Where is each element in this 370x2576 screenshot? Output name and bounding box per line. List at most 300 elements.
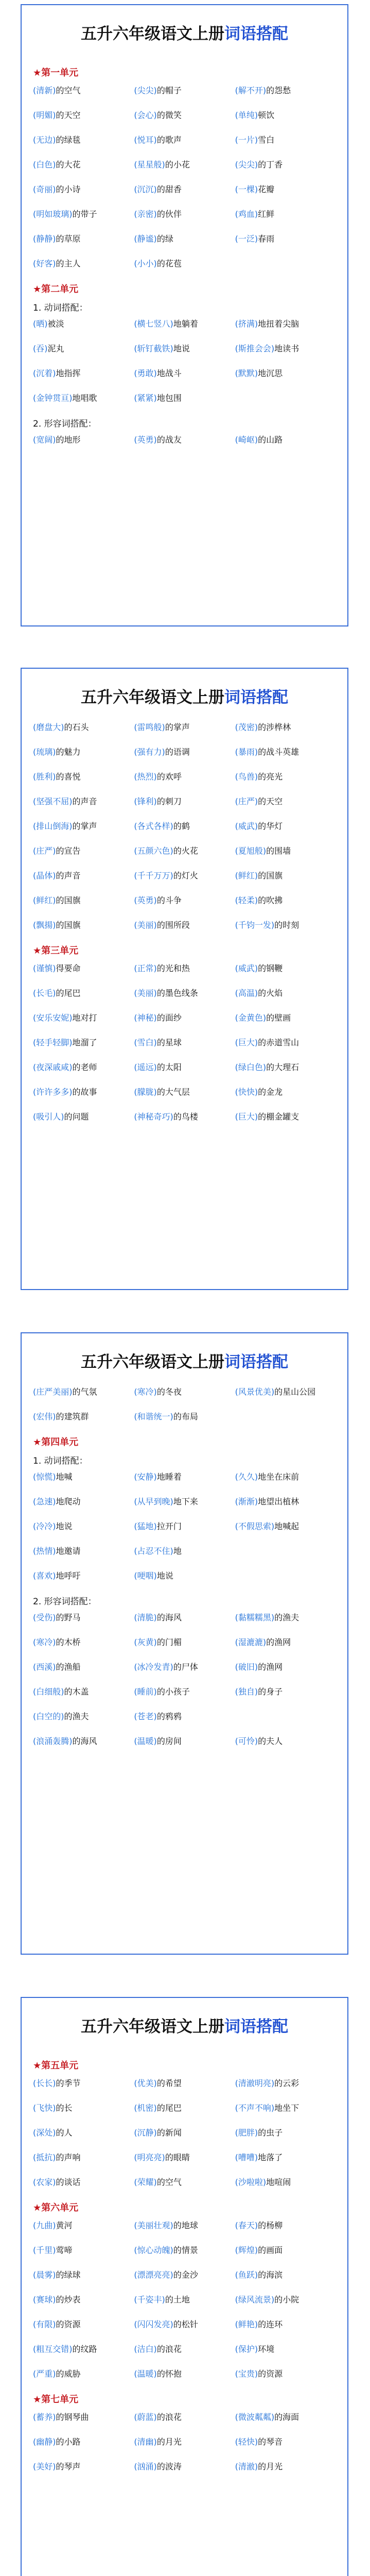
phrase-modifier: (久久)	[235, 1472, 258, 1482]
phrase-item	[33, 721, 134, 734]
phrase-modifier: (长长)	[33, 2078, 56, 2088]
phrase-word: 的建筑群	[56, 1412, 89, 1421]
phrase-row	[33, 2343, 336, 2356]
phrase-word: 的甜香	[156, 184, 182, 194]
phrase-modifier: (美丽)	[134, 988, 157, 998]
phrase-modifier: (金钟贯亘)	[33, 393, 73, 403]
phrase-item	[134, 342, 235, 355]
phrase-word: 地躺着	[173, 319, 198, 329]
phrase-item	[235, 2367, 336, 2381]
phrase-item	[134, 1036, 235, 1049]
phrase-word: 的小院	[274, 2295, 299, 2304]
phrase-word: 地唱歌	[72, 393, 97, 403]
phrase-item	[235, 2318, 336, 2331]
phrase-word: 的亮光	[258, 772, 283, 782]
phrase-item	[33, 844, 134, 858]
phrase-word: 的画面	[258, 2245, 283, 2255]
phrase-item	[134, 2293, 235, 2307]
phrase-item	[33, 2219, 134, 2232]
phrase-word: 的琴声	[56, 2462, 81, 2471]
phrase-row	[33, 2367, 336, 2381]
phrase-modifier: (幽静)	[33, 2437, 56, 2447]
page-card	[21, 1332, 348, 1955]
phrase-item	[235, 1086, 336, 1099]
phrase-word: 的气氛	[72, 1387, 97, 1397]
phrase-item	[134, 1660, 235, 1674]
phrase-modifier: (正常)	[134, 963, 157, 973]
phrase-item	[235, 2268, 336, 2282]
phrase-item	[33, 1611, 134, 1624]
phrase-word: 的时刻	[274, 920, 299, 930]
phrase-word: 的房间	[156, 1736, 182, 1746]
phrase-modifier: (有限)	[33, 2319, 56, 2329]
phrase-word: 春雨	[258, 234, 275, 244]
phrase-row	[33, 1545, 336, 1558]
phrase-word: 的魅力	[56, 747, 81, 757]
phrase-modifier: (悦耳)	[134, 135, 157, 145]
phrase-word: 的云彩	[274, 2078, 299, 2088]
phrase-item	[235, 1036, 336, 1049]
phrase-item	[134, 2343, 235, 2356]
phrase-word: 的土地	[165, 2295, 190, 2304]
phrase-word: 的声响	[56, 2153, 81, 2162]
phrase-word: 的小孩子	[156, 1687, 190, 1697]
phrase-row	[33, 2411, 336, 2424]
phrase-modifier: (快快)	[235, 1087, 258, 1097]
phrase-word: 地读书	[274, 344, 299, 353]
phrase-modifier: (强有力)	[134, 747, 165, 757]
phrase-modifier: (琉璃)	[33, 747, 56, 757]
phrase-word: 的华灯	[258, 821, 283, 831]
phrase-modifier: (鲜红)	[235, 871, 258, 880]
phrase-row	[33, 2268, 336, 2282]
phrase-word: 的歌声	[156, 135, 182, 145]
phrase-modifier: (白色)	[33, 160, 56, 170]
phrase-modifier: (可怜)	[235, 1736, 258, 1746]
phrase-word: 的情景	[173, 2245, 198, 2255]
phrase-modifier: (坚强不屈)	[33, 796, 73, 806]
phrase-word: 得要命	[56, 963, 81, 973]
phrase-word: 地呼吁	[56, 1571, 81, 1581]
phrase-row	[33, 962, 336, 975]
phrase-modifier: (鱼跃)	[235, 2270, 258, 2280]
phrase-item	[134, 2102, 235, 2115]
phrase-modifier: (许许多多)	[33, 1087, 73, 1097]
phrase-word: 的绿球	[56, 2270, 81, 2280]
phrase-item	[33, 2268, 134, 2282]
phrase-item	[134, 208, 235, 221]
phrase-item	[33, 1410, 134, 1423]
phrase-item	[235, 1636, 336, 1649]
phrase-modifier: (冰冷发青)	[134, 1662, 173, 1672]
phrase-word: 黄河	[56, 2221, 73, 2230]
unit-heading: ★第四单元	[33, 1437, 79, 1448]
phrase-modifier: (威武)	[235, 963, 258, 973]
phrase-word: 的大花	[56, 160, 81, 170]
phrase-word: 的涉桦林	[258, 722, 291, 732]
phrase-word: 的主人	[56, 259, 81, 268]
phrase-item	[235, 183, 336, 196]
phrase-modifier: (夏旭般)	[235, 846, 267, 856]
unit-heading: ★第七单元	[33, 2394, 79, 2405]
title-main: 五升六年级语文上册	[81, 2018, 224, 2036]
phrase-item	[134, 2318, 235, 2331]
phrase-item	[33, 257, 134, 270]
phrase-word: 的小诗	[56, 184, 81, 194]
phrase-modifier: (深处)	[33, 2128, 56, 2138]
phrase-modifier: (静静)	[33, 234, 56, 244]
phrase-modifier: (夜深戚咸)	[33, 1062, 73, 1072]
phrase-modifier: (解不开)	[235, 86, 267, 95]
page-card	[21, 668, 348, 1290]
phrase-modifier: (苍老)	[134, 1711, 157, 1721]
phrase-modifier: (宝贵)	[235, 2369, 258, 2379]
phrase-item	[235, 2244, 336, 2257]
phrase-word: 泥丸	[47, 344, 64, 353]
phrase-row	[33, 1520, 336, 1533]
phrase-row	[33, 133, 336, 147]
phrase-word: 的掌声	[165, 722, 190, 732]
phrase-word: 的渔网	[266, 1637, 291, 1647]
phrase-word: 的小路	[56, 2437, 81, 2447]
phrase-row	[33, 844, 336, 858]
phrase-modifier: (清脆)	[134, 1613, 157, 1622]
phrase-row	[33, 84, 336, 97]
phrase-item	[235, 795, 336, 808]
phrase-item	[33, 894, 134, 907]
phrase-item	[235, 109, 336, 122]
phrase-item	[134, 869, 235, 883]
phrase-modifier: (吸引人)	[33, 1112, 64, 1122]
phrase-item	[134, 1061, 235, 1074]
phrase-item	[235, 1611, 336, 1624]
phrase-item	[134, 2435, 235, 2449]
phrase-row	[33, 2077, 336, 2090]
phrase-item	[33, 158, 134, 172]
phrase-item	[235, 1545, 336, 1558]
phrase-word: 的海面	[274, 2412, 299, 2422]
phrase-modifier: (会心)	[134, 110, 157, 120]
phrase-modifier: (漂漂亮亮)	[134, 2270, 173, 2280]
phrase-modifier: (清新)	[33, 86, 56, 95]
phrase-modifier: (美丽)	[134, 920, 157, 930]
phrase-row	[33, 919, 336, 932]
phrase-word: 地落了	[258, 2153, 283, 2162]
phrase-word: 地邀请	[56, 1546, 81, 1556]
phrase-item	[33, 2411, 134, 2424]
phrase-word: 的灯火	[173, 871, 198, 880]
title-highlight: 词语搭配	[224, 1353, 288, 1371]
phrase-item	[235, 2219, 336, 2232]
phrase-modifier: (磨盘大)	[33, 722, 64, 732]
title-highlight: 词语搭配	[224, 688, 288, 707]
phrase-word: 的吹拂	[258, 895, 283, 905]
phrase-item	[235, 987, 336, 1000]
phrase-modifier: (鸟兽)	[235, 772, 258, 782]
phrase-word: 的虫子	[258, 2128, 283, 2138]
phrase-word: 的鸦鸦	[156, 1711, 182, 1721]
phrase-row	[33, 109, 336, 122]
phrase-word: 的空气	[156, 2177, 182, 2187]
phrase-word: 地包围	[156, 393, 182, 403]
phrase-modifier: (鸡血)	[235, 209, 258, 219]
section-subheading: 2. 形容词搭配：	[33, 1597, 97, 1607]
phrase-row	[33, 1660, 336, 1674]
phrase-row	[33, 1011, 336, 1025]
phrase-item	[33, 317, 134, 331]
phrase-item	[33, 2176, 134, 2189]
phrase-word: 的山路	[258, 435, 283, 445]
phrase-item	[134, 2176, 235, 2189]
phrase-modifier: (谨慎)	[33, 963, 56, 973]
phrase-word: 的欢呼	[156, 772, 182, 782]
phrase-word: 的渔夫	[64, 1711, 89, 1721]
phrase-word: 的火花	[173, 846, 198, 856]
phrase-word: 的金沙	[173, 2270, 198, 2280]
phrase-modifier: (独自)	[235, 1687, 258, 1697]
phrase-modifier: (美丽壮观)	[134, 2221, 173, 2230]
phrase-modifier: (优美)	[134, 2078, 157, 2088]
phrase-modifier: (轻柔)	[235, 895, 258, 905]
phrase-item	[33, 820, 134, 833]
phrase-item	[134, 2126, 235, 2140]
phrase-modifier: (宽阔)	[33, 435, 56, 445]
phrase-modifier: (高温)	[235, 988, 258, 998]
phrase-word: 的小花	[165, 160, 190, 170]
title-highlight: 词语搭配	[224, 2018, 288, 2036]
phrase-item	[134, 844, 235, 858]
phrase-word: 的花苞	[156, 259, 182, 268]
phrase-word: 的资源	[258, 2369, 283, 2379]
phrase-item	[33, 1569, 134, 1583]
phrase-item	[134, 433, 235, 447]
phrase-item	[134, 721, 235, 734]
phrase-modifier: (一棵)	[235, 184, 258, 194]
phrase-item	[134, 894, 235, 907]
phrase-row	[33, 1470, 336, 1484]
phrase-word: 的刺刀	[156, 796, 182, 806]
phrase-word: 的纹路	[72, 2344, 97, 2354]
phrase-word: 的故事	[72, 1087, 97, 1097]
phrase-word: 的月光	[156, 2437, 182, 2447]
phrase-item	[134, 1611, 235, 1624]
phrase-row	[33, 745, 336, 759]
phrase-item	[134, 392, 235, 405]
phrase-row	[33, 317, 336, 331]
phrase-modifier: (轻快)	[235, 2437, 258, 2447]
phrase-word: 地沉思	[258, 368, 283, 378]
phrase-row	[33, 1611, 336, 1624]
phrase-item	[33, 1086, 134, 1099]
phrase-modifier: (挤满)	[235, 319, 258, 329]
phrase-item	[33, 795, 134, 808]
phrase-word: 的空气	[56, 86, 81, 95]
phrase-word: 的棚金罐支	[258, 1112, 299, 1122]
unit-heading: ★第六单元	[33, 2202, 79, 2213]
phrase-word: 的战友	[156, 435, 182, 445]
phrase-item	[33, 232, 134, 246]
phrase-modifier: (遥远)	[134, 1062, 157, 1072]
phrase-row	[33, 208, 336, 221]
phrase-modifier: (飘揚)	[33, 920, 56, 930]
phrase-item	[33, 919, 134, 932]
phrase-item	[134, 2151, 235, 2164]
phrase-modifier: (抵抗)	[33, 2153, 56, 2162]
phrase-word: 的老师	[72, 1062, 97, 1072]
phrase-word: 的太阳	[156, 1062, 182, 1072]
phrase-modifier: (神秘奇巧)	[134, 1112, 173, 1122]
phrase-item	[235, 2460, 336, 2473]
phrase-modifier: (长毛)	[33, 988, 56, 998]
phrase-word: 地说	[156, 1571, 173, 1581]
phrase-word: 的草原	[56, 234, 81, 244]
phrase-row	[33, 1110, 336, 1124]
phrase-word: 的星山公园	[274, 1387, 316, 1397]
phrase-word: 地	[173, 1546, 182, 1556]
phrase-item	[134, 84, 235, 97]
phrase-modifier: (辉煌)	[235, 2245, 258, 2255]
phrase-item	[134, 919, 235, 932]
phrase-word: 的希望	[156, 2078, 182, 2088]
phrase-modifier: (赛球)	[33, 2295, 56, 2304]
phrase-row	[33, 367, 336, 380]
phrase-modifier: (保护)	[235, 2344, 258, 2354]
phrase-word: 地坐在床前	[258, 1472, 299, 1482]
phrase-modifier: (金黄色)	[235, 1013, 267, 1023]
phrase-item	[33, 2460, 134, 2473]
page-title	[22, 1998, 347, 2045]
phrase-word: 的威胁	[56, 2369, 81, 2379]
phrase-modifier: (农家)	[33, 2177, 56, 2187]
phrase-word: 的野马	[56, 1613, 81, 1622]
phrase-modifier: (崎岖)	[235, 435, 258, 445]
phrase-modifier: (寒冷)	[33, 1637, 56, 1647]
phrase-item	[235, 1011, 336, 1025]
phrase-modifier: (安乐安妮)	[33, 1013, 73, 1023]
phrase-row	[33, 2151, 336, 2164]
phrase-item	[235, 1110, 336, 1124]
phrase-item	[33, 1385, 134, 1399]
phrase-item	[33, 1110, 134, 1124]
phrase-row	[33, 1735, 336, 1748]
phrase-item	[33, 1520, 134, 1533]
phrase-word: 的带子	[72, 209, 97, 219]
phrase-modifier: (锋利)	[134, 796, 157, 806]
phrase-item	[235, 1569, 336, 1583]
phrase-word: 雪白	[258, 135, 275, 145]
phrase-item	[235, 1470, 336, 1484]
phrase-item	[235, 1061, 336, 1074]
phrase-item	[134, 133, 235, 147]
phrase-row	[33, 1685, 336, 1699]
phrase-item	[33, 962, 134, 975]
phrase-item	[33, 183, 134, 196]
phrase-item	[33, 2318, 134, 2331]
phrase-modifier: (横七竖八)	[134, 319, 173, 329]
phrase-modifier: (安静)	[134, 1472, 157, 1482]
unit-heading: ★第三单元	[33, 945, 79, 956]
phrase-word: 地扭着尖脑	[258, 319, 299, 329]
phrase-item	[235, 745, 336, 759]
phrase-item	[33, 2151, 134, 2164]
phrase-item	[33, 1636, 134, 1649]
phrase-item	[134, 2411, 235, 2424]
phrase-item	[134, 2268, 235, 2282]
phrase-item	[134, 1636, 235, 1649]
phrase-row	[33, 1710, 336, 1723]
phrase-item	[235, 2102, 336, 2115]
phrase-modifier: (黏糯糯黑)	[235, 1613, 275, 1622]
page-content	[22, 2045, 347, 2473]
phrase-item	[33, 2435, 134, 2449]
phrase-modifier: (紧紧)	[134, 393, 157, 403]
phrase-word: 地喊	[56, 1472, 73, 1482]
phrase-row	[33, 392, 336, 405]
phrase-word: 的布局	[173, 1412, 198, 1421]
phrase-word: 的杨柳	[258, 2221, 283, 2230]
phrase-modifier: (九曲)	[33, 2221, 56, 2230]
phrase-word: 被淡	[47, 319, 64, 329]
phrase-modifier: (冷冷)	[33, 1521, 56, 1531]
phrase-item	[235, 2077, 336, 2090]
phrase-modifier: (奇丽)	[33, 184, 56, 194]
phrase-item	[33, 133, 134, 147]
phrase-item	[134, 1685, 235, 1699]
phrase-word: 的木盖	[64, 1687, 89, 1697]
phrase-row	[33, 342, 336, 355]
phrase-word: 莺啼	[56, 2245, 73, 2255]
phrase-item	[134, 795, 235, 808]
phrase-modifier: (浪涌轰腾)	[33, 1736, 73, 1746]
phrase-item	[134, 770, 235, 784]
phrase-word: 的连环	[258, 2319, 283, 2329]
phrase-modifier: (晒)	[33, 319, 48, 329]
phrase-modifier: (飞快)	[33, 2103, 56, 2113]
phrase-modifier: (急速)	[33, 1497, 56, 1506]
phrase-word: 的海风	[156, 1613, 182, 1622]
phrase-item	[134, 257, 235, 270]
phrase-modifier: (白细般)	[33, 1687, 64, 1697]
phrase-modifier: (尖尖)	[134, 86, 157, 95]
phrase-modifier: (惊慌)	[33, 1472, 56, 1482]
phrase-modifier: (沙啦啦)	[235, 2177, 267, 2187]
phrase-modifier: (清澈明亮)	[235, 2078, 275, 2088]
phrase-word: 地指挥	[56, 368, 81, 378]
phrase-modifier: (朦胧)	[134, 1087, 157, 1097]
phrase-modifier: (巨大)	[235, 1038, 258, 1047]
phrase-modifier: (受伤)	[33, 1613, 56, 1622]
phrase-modifier: (汹涌)	[134, 2462, 157, 2471]
phrase-word: 的地形	[56, 435, 81, 445]
phrase-word: 的谈话	[56, 2177, 81, 2187]
phrase-item	[235, 208, 336, 221]
phrase-modifier: (清澈)	[235, 2462, 258, 2471]
phrase-row	[33, 1036, 336, 1049]
phrase-item	[33, 367, 134, 380]
phrase-word: 的松针	[173, 2319, 198, 2329]
phrase-modifier: (茂密)	[235, 722, 258, 732]
phrase-item	[134, 158, 235, 172]
phrase-modifier: (美好)	[33, 2462, 56, 2471]
phrase-modifier: (雷鸣般)	[134, 722, 165, 732]
phrase-word: 的围所段	[156, 920, 190, 930]
phrase-word: 的钢鞭	[258, 963, 283, 973]
phrase-item	[235, 317, 336, 331]
phrase-item	[235, 919, 336, 932]
phrase-item	[33, 1685, 134, 1699]
unit-heading: ★第二单元	[33, 284, 79, 295]
phrase-word: 的眼睛	[165, 2153, 190, 2162]
